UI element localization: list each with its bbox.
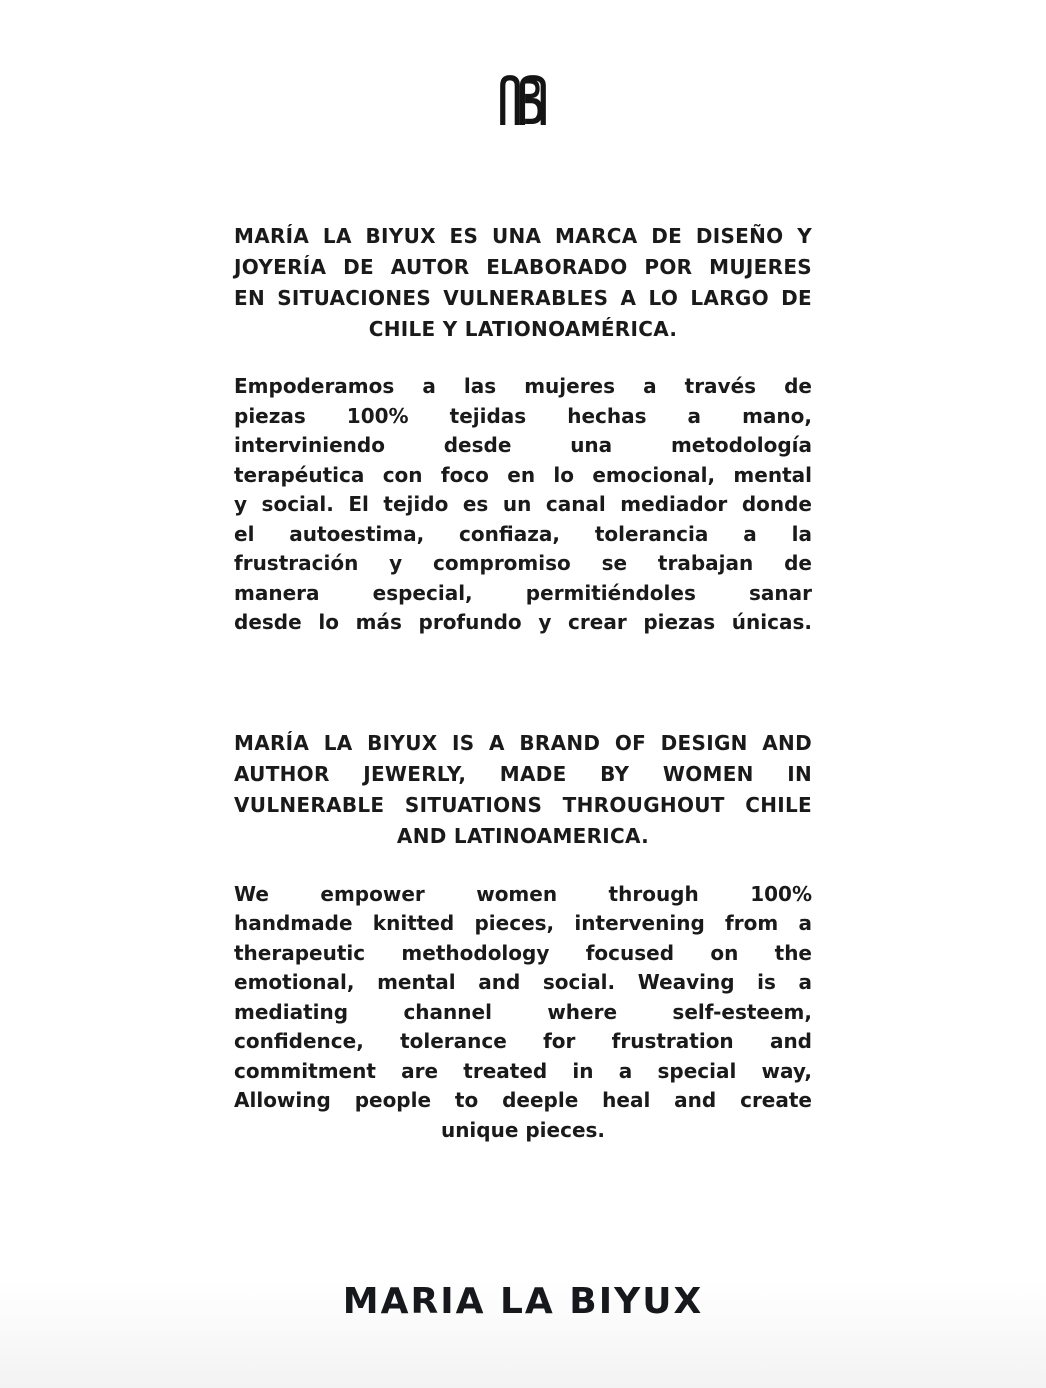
spanish-paragraph-line: Empoderamos a las mujeres a través de bbox=[234, 374, 812, 398]
spanish-heading-line: MARÍA LA BIYUX ES UNA MARCA DE DISEÑO Y bbox=[234, 224, 812, 248]
english-paragraph-line: Allowing people to deeple heal and create bbox=[234, 1088, 812, 1112]
brand-monogram-icon bbox=[0, 0, 1046, 125]
english-paragraph-line: emotional, mental and social. Weaving is a bbox=[234, 970, 812, 994]
spanish-heading-line: JOYERÍA DE AUTOR ELABORADO POR MUJERES bbox=[234, 255, 812, 279]
english-paragraph-line: mediating channel where self-esteem, bbox=[234, 999, 812, 1024]
english-heading bbox=[234, 728, 812, 852]
spanish-heading-line: CHILE Y LATIONOAMÉRICA. bbox=[368, 317, 678, 341]
english-paragraph-line: unique pieces. bbox=[440, 1117, 606, 1142]
spanish-paragraph-line: el autoestima, confiaza, tolerancia a la bbox=[234, 521, 812, 546]
english-heading-line: AUTHOR JEWERLY, MADE BY WOMEN IN bbox=[234, 761, 812, 786]
english-paragraph bbox=[234, 880, 812, 1146]
english-heading-line: MARÍA LA BIYUX IS A BRAND OF DESIGN AND bbox=[234, 730, 812, 755]
english-paragraph-line: confidence, tolerance for frustration and bbox=[234, 1029, 812, 1053]
spanish-paragraph-line: frustración y compromiso se trabajan de bbox=[234, 551, 812, 575]
spanish-paragraph-line: y social. El tejido es un canal mediador donde bbox=[234, 492, 812, 516]
english-paragraph-line: commitment are treated in a special way, bbox=[234, 1058, 812, 1083]
spanish-heading-line: EN SITUACIONES VULNERABLES A LO LARGO DE bbox=[234, 286, 812, 310]
english-heading-line: AND LATINOAMERICA. bbox=[396, 823, 650, 848]
english-paragraph-line: handmade knitted pieces, intervening from a bbox=[234, 911, 812, 935]
english-paragraph-line: We empower women through 100% bbox=[234, 881, 812, 906]
spanish-heading bbox=[234, 221, 812, 345]
spanish-paragraph-line: manera especial, permitiéndoles sanar bbox=[234, 580, 812, 605]
english-paragraph-line: therapeutic methodology focused on the bbox=[234, 940, 812, 965]
english-heading-line: VULNERABLE SITUATIONS THROUGHOUT CHILE bbox=[234, 792, 812, 817]
spanish-paragraph-line: desde lo más profundo y crear piezas únicas. bbox=[234, 610, 812, 634]
brand-wordmark: MARIA LA BIYUX bbox=[342, 1281, 704, 1322]
spanish-paragraph bbox=[234, 372, 812, 638]
spanish-paragraph-line: terapéutica con foco en lo emocional, mental bbox=[234, 462, 812, 487]
spanish-paragraph-line: piezas 100% tejidas hechas a mano, bbox=[234, 403, 812, 428]
spanish-paragraph-line: interviniendo desde una metodología bbox=[234, 433, 812, 457]
